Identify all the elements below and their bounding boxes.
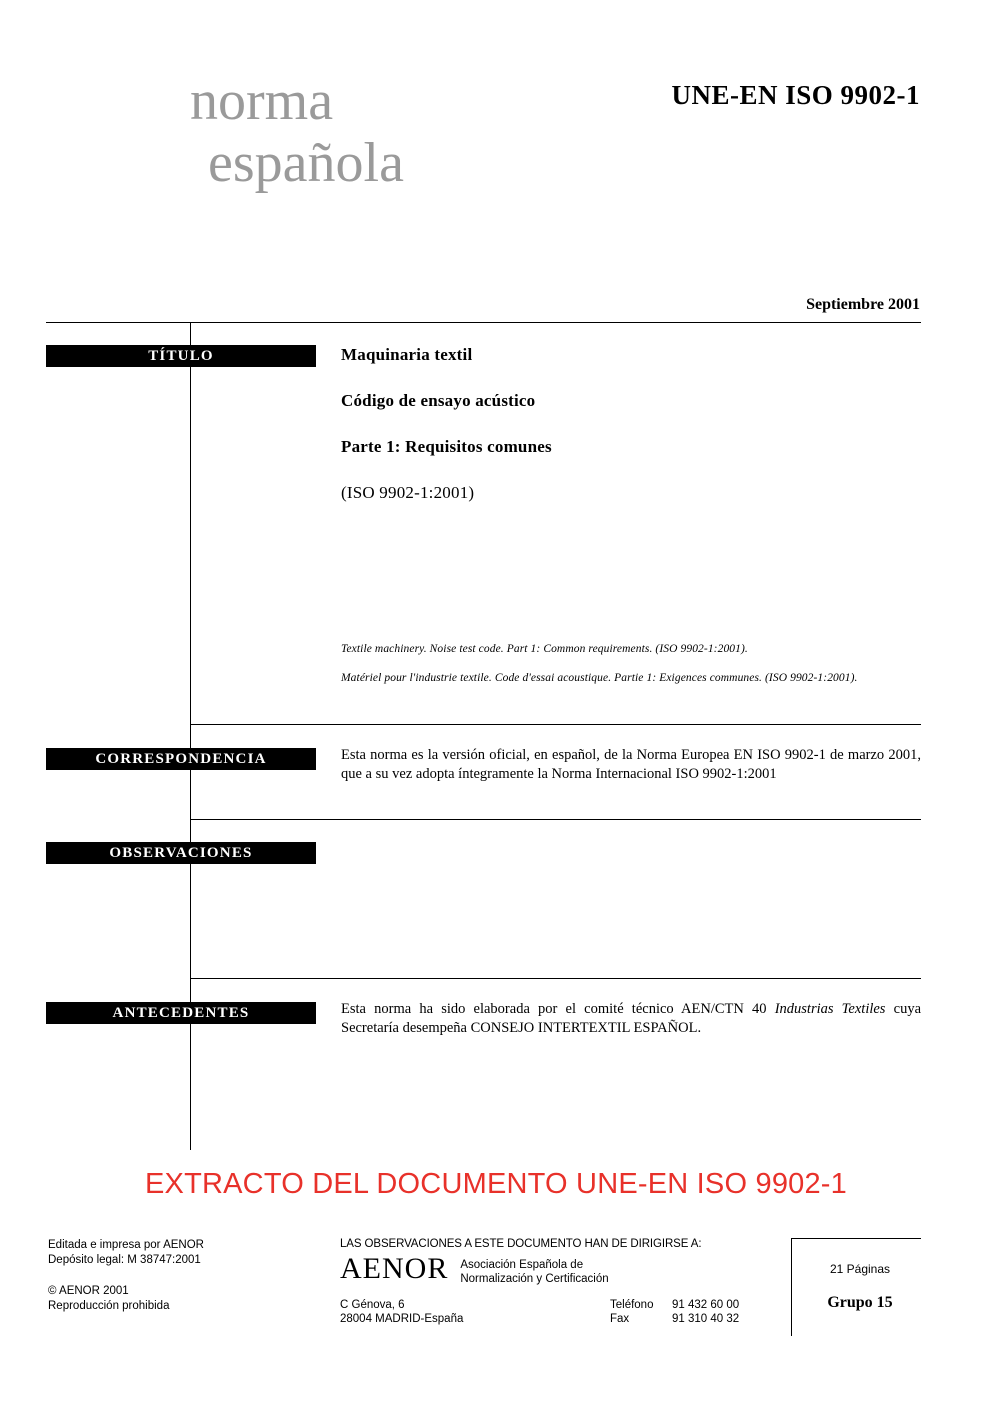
section-content-titulo — [341, 345, 921, 503]
aenor-brand — [340, 1252, 780, 1286]
antecedentes-text-italic: Industrias Textiles — [774, 1001, 886, 1017]
group-label: Grupo 15 — [827, 1294, 893, 1311]
footer-legal-deposit: Depósito legal: M 38747:2001 — [48, 1254, 201, 1266]
antecedentes-text-2: cuya Secretaría desempeña CONSEJO INTERTEXTIL ESPAÑOL. — [341, 1001, 922, 1036]
rule-top — [46, 322, 921, 323]
document-code: UNE-EN ISO 9902-1 — [671, 80, 920, 110]
aenor-subtitle-line-2: Normalización y Certificación — [460, 1273, 609, 1285]
footer-editor: Editada e impresa por AENOR — [48, 1239, 204, 1251]
footer-phone-row — [610, 1298, 739, 1312]
title-line-1: Maquinaria textil — [341, 345, 473, 364]
footer-left — [48, 1238, 204, 1314]
rule-antecedentes — [190, 978, 921, 979]
footer-address-line-1: C Génova, 6 — [340, 1299, 405, 1311]
footer-contact — [340, 1298, 780, 1326]
section-content-correspondencia: Esta norma es la versión oficial, en español, de la Norma Europea EN ISO 9902-1 de marzo 2001, que a su vez adopta íntegramente la Norma Internacional ISO 9902-1:2001 — [341, 747, 921, 782]
section-content-antecedentes — [341, 1000, 921, 1038]
alternative-titles — [341, 642, 921, 700]
masthead — [190, 70, 590, 194]
footer-fax-value: 91 310 40 32 — [672, 1313, 740, 1325]
title-iso-reference: (ISO 9902-1:2001) — [341, 483, 475, 502]
alt-title-english: Textile machinery. Noise test code. Part 1: Common requirements. (ISO 9902-1:2001). — [341, 643, 748, 655]
footer-fax-row — [610, 1312, 739, 1326]
rule-correspondencia — [190, 724, 921, 725]
extract-banner: EXTRACTO DEL DOCUMENTO UNE-EN ISO 9902-1 — [144, 1168, 847, 1200]
footer-phone-block — [610, 1298, 739, 1326]
masthead-line-1: norma — [190, 70, 334, 132]
page-count: 21 Páginas — [829, 1262, 891, 1276]
masthead-line-2: española — [208, 132, 404, 194]
footer-observations-note: LAS OBSERVACIONES A ESTE DOCUMENTO HAN DE DIRIGIRSE A: — [340, 1238, 702, 1250]
footer-copyright: © AENOR 2001 — [48, 1285, 129, 1297]
title-line-3: Parte 1: Requisitos comunes — [341, 437, 552, 456]
title-line-2: Código de ensayo acústico — [341, 391, 536, 410]
aenor-subtitle-line-1: Asociación Española de — [460, 1259, 584, 1271]
footer-address-line-2: 28004 MADRID-España — [340, 1313, 464, 1325]
section-label-antecedentes: ANTECEDENTES — [46, 1002, 316, 1024]
aenor-logo: AENOR — [340, 1252, 449, 1285]
footer-reproduction: Reproducción prohibida — [48, 1300, 170, 1312]
section-label-titulo: TÍTULO — [46, 345, 316, 367]
alt-title-french: Matériel pour l'industrie textile. Code d'essai acoustique. Partie 1: Exigences communes. (ISO 9902-1:2001). — [341, 672, 858, 684]
footer-center — [340, 1238, 780, 1326]
antecedentes-text-1: Esta norma ha sido elaborada por el comité técnico AEN/CTN 40 — [341, 1001, 775, 1017]
footer-phone-label: Teléfono — [610, 1299, 654, 1311]
rule-observaciones — [190, 819, 921, 820]
section-label-correspondencia: CORRESPONDENCIA — [46, 748, 316, 770]
footer-right — [795, 1238, 925, 1312]
footer-phone-value: 91 432 60 00 — [672, 1299, 740, 1311]
footer-divider — [791, 1238, 792, 1336]
aenor-subtitle — [460, 1258, 608, 1286]
rule-vertical — [190, 322, 191, 1150]
section-label-observaciones: OBSERVACIONES — [46, 842, 316, 864]
footer-address — [340, 1298, 610, 1326]
publication-date: Septiembre 2001 — [806, 296, 920, 313]
footer-fax-label: Fax — [610, 1313, 630, 1325]
